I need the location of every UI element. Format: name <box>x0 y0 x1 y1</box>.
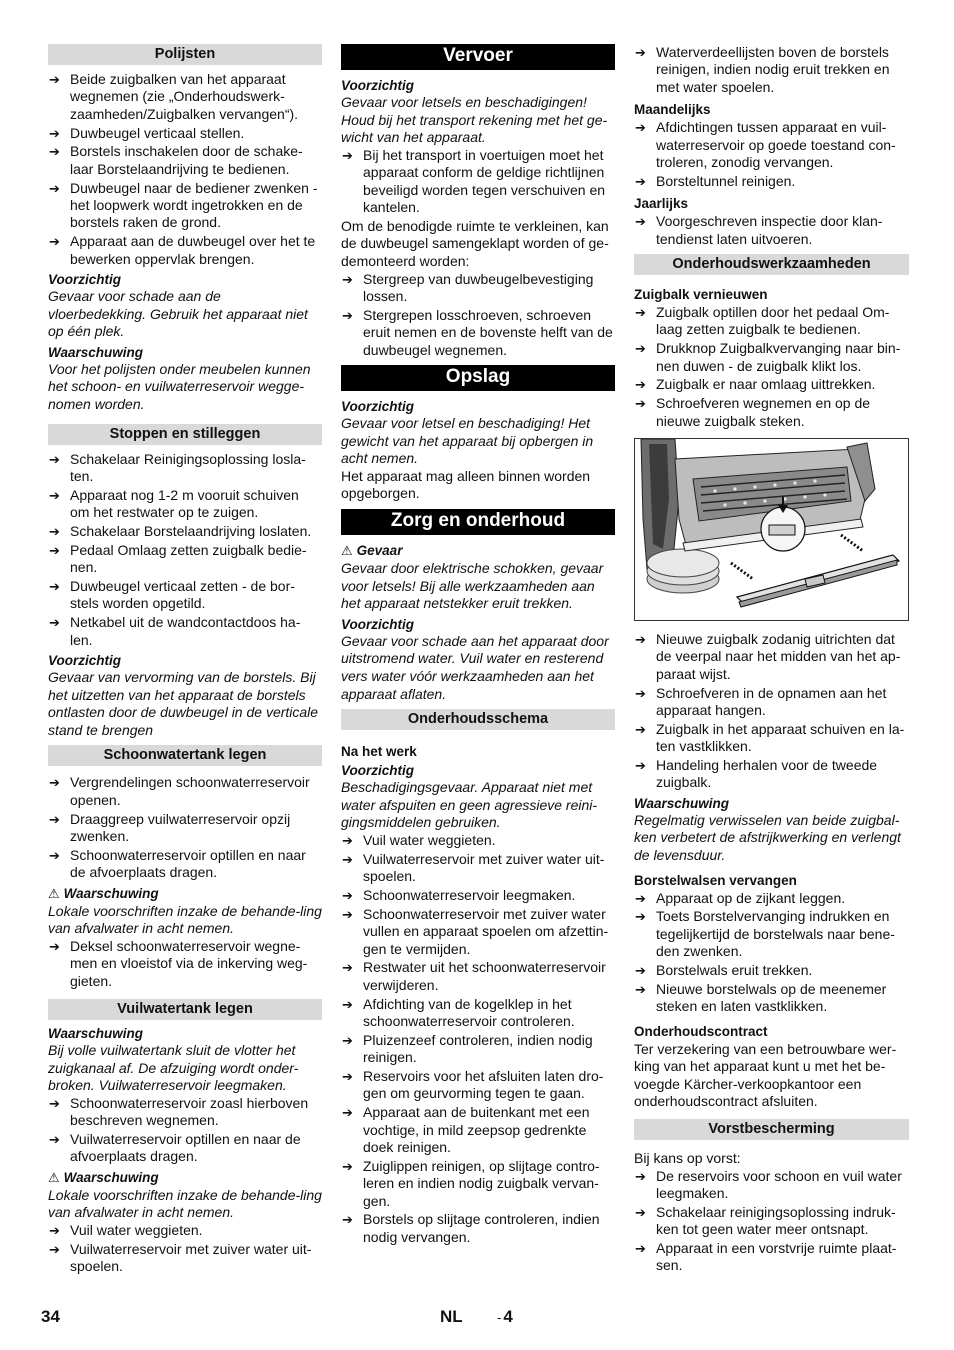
warning-text: Regelmatig verwisselen van beide zuigbal-ken verbetert de afstrijkwerking en verlengt de levensduur. <box>634 811 901 864</box>
subheading-onderhoudscontract: Onderhoudscontract <box>634 1023 768 1039</box>
list-item <box>48 811 322 846</box>
squeegee-replacement-illustration <box>634 438 909 621</box>
list-item <box>48 938 322 990</box>
arrow-bullet-icon: ➔ <box>342 147 353 163</box>
list-item-text: Voorgeschreven inspectie door klan-tendienst laten uitvoeren. <box>656 213 883 247</box>
arrow-bullet-icon: ➔ <box>635 396 646 412</box>
caution-label: Voorzichtig <box>341 616 414 632</box>
caution-label: Voorzichtig <box>341 399 414 414</box>
list-item-text: Schoonwaterreservoir optillen en naar de afvoerplaats dragen. <box>70 846 306 881</box>
paragraph-vorst: Bij kans op vorst: <box>634 1150 741 1167</box>
arrow-bullet-icon: ➔ <box>49 615 60 631</box>
arrow-bullet-icon: ➔ <box>342 906 353 922</box>
list-item <box>48 1095 322 1130</box>
arrow-bullet-icon: ➔ <box>342 1158 353 1174</box>
list-item-text: Apparaat nog 1-2 m vooruit schuiven om het restwater op te zuigen. <box>70 486 299 521</box>
language-code: NL <box>440 1307 463 1326</box>
danger-label: ⚠ Gevaar <box>341 542 403 558</box>
arrow-bullet-icon: ➔ <box>342 1032 353 1048</box>
warning-label: Waarschuwing <box>48 344 144 360</box>
list-stoppen <box>48 451 322 649</box>
list-item-text: Vuilwaterreservoir optillen en naar de afvoerplaats dragen. <box>70 1131 301 1165</box>
column-right <box>634 44 909 1276</box>
page-number: 34 <box>41 1307 60 1326</box>
column-middle <box>341 44 615 1248</box>
list-zuigbalk <box>634 304 909 430</box>
arrow-bullet-icon: ➔ <box>342 996 353 1012</box>
list-item <box>48 451 322 486</box>
list-vuilwatertank <box>48 1095 322 1166</box>
list-item-text: De reservoirs voor schoon en vuil water leegmaken. <box>656 1167 902 1202</box>
list-item <box>341 1158 615 1210</box>
list-item-text: Zuiglippen reinigen, op slijtage contro-leren en indien nodig zuigbalk vervan-gen. <box>363 1157 600 1209</box>
caution-label: Voorzichtig <box>48 272 121 288</box>
list-borstelwalsen <box>634 890 909 1016</box>
arrow-bullet-icon: ➔ <box>635 1241 646 1257</box>
list-item-text: Drukknop Zuigbalkvervanging naar bin-nen duwen - de zuigbalk klikt los. <box>656 340 901 374</box>
warning-text: Lokale voorschriften inzake de behande-ling van afvalwater in acht nemen. <box>48 902 322 937</box>
list-item-text: Vuilwaterreservoir met zuiver water uit-spoelen. <box>363 850 605 885</box>
list-item-text: Apparaat aan de duwbeugel over het te bewerken oppervlak brengen. <box>70 233 316 267</box>
list-item-text: Schoonwaterreservoir zoasl hierboven beschreven wegnemen. <box>70 1094 309 1129</box>
arrow-bullet-icon: ➔ <box>49 1095 60 1111</box>
list-jaarlijks <box>634 213 909 248</box>
list-item <box>48 523 322 540</box>
list-item <box>634 908 909 960</box>
arrow-bullet-icon: ➔ <box>635 377 646 393</box>
caution-label: Voorzichtig <box>48 653 121 669</box>
list-item <box>48 487 322 522</box>
list-item-text: Zuigbalk optillen door het pedaal Om-laag zetten zuigbalk te bedienen. <box>656 304 890 338</box>
list-item-text: Borsteltunnel reinigen. <box>656 172 796 189</box>
list-item <box>634 213 909 248</box>
arrow-bullet-icon: ➔ <box>49 811 60 827</box>
warning-label: ⚠ Waarschuwing <box>48 885 159 901</box>
warning-triangle-icon: ⚠ <box>48 885 60 901</box>
arrow-bullet-icon: ➔ <box>342 851 353 867</box>
arrow-bullet-icon: ➔ <box>49 1223 60 1238</box>
list-dagelijks-vervolg <box>634 44 909 96</box>
arrow-bullet-icon: ➔ <box>635 120 646 136</box>
list-schoonwatertank <box>48 774 322 881</box>
arrow-bullet-icon: ➔ <box>635 981 646 997</box>
arrow-bullet-icon: ➔ <box>49 72 60 87</box>
paragraph-onderhoudscontract: Ter verzekering van een betrouwbare wer-king van het apparaat kunt u met het be-voegde Kärcher-verkoopkantoor een onderhoudscontract afsluiten. <box>634 1040 897 1110</box>
caution-text: Gevaar voor schade aan het apparaat door uitstromend water. Vuil water en resterend vers water vóór werkzaamheden aan het apparaat aflaten. <box>341 632 609 702</box>
arrow-bullet-icon: ➔ <box>635 721 646 737</box>
list-item <box>341 887 615 904</box>
list-item <box>48 180 322 232</box>
list-item <box>634 757 909 792</box>
list-item-text: Schakelaar reinigingsoplossing indruk-ken tot geen water meer ontsnapt. <box>656 1203 896 1238</box>
arrow-bullet-icon: ➔ <box>49 524 60 539</box>
warning-label: ⚠ Waarschuwing <box>48 1169 159 1185</box>
list-item <box>341 271 615 306</box>
list-item-text: Handeling herhalen voor de tweede zuigbalk. <box>656 757 878 791</box>
list-item-text: Zuigbalk er naar omlaag uittrekken. <box>656 376 876 393</box>
subheading-zuigbalk: Zuigbalk vernieuwen <box>634 287 768 303</box>
list-item <box>634 44 909 96</box>
list-item-text: Deksel schoonwaterreservoir wegne-men en vloeistof via de inkerving weg-gieten. <box>70 937 308 989</box>
list-item-text: Schroefveren wegnemen en op de nieuwe zuigbalk steken. <box>656 395 871 429</box>
caution-label: Voorzichtig <box>341 763 414 779</box>
chapter-title-opslag: Opslag <box>341 365 615 391</box>
list-schoonwatertank-2 <box>48 938 322 990</box>
arrow-bullet-icon: ➔ <box>49 144 60 160</box>
list-maandelijks <box>634 119 909 190</box>
list-item <box>341 851 615 886</box>
list-onderhoudsschema <box>341 832 615 1246</box>
list-item <box>634 119 909 171</box>
list-item-text: Zuigbalk in het apparaat schuiven en la-ten vastklikken. <box>656 720 905 755</box>
caution-text: Gevaar voor letsels en beschadigingen! Houd bij het transport rekening met het ge-wicht van het apparaat. <box>341 94 608 146</box>
arrow-bullet-icon: ➔ <box>342 307 353 323</box>
list-item <box>48 614 322 649</box>
list-item-text: Apparaat in een vorstvrije ruimte plaat-sen. <box>656 1240 897 1274</box>
arrow-bullet-icon: ➔ <box>635 909 646 925</box>
column-left <box>48 44 322 1277</box>
arrow-bullet-icon: ➔ <box>342 1212 353 1228</box>
arrow-bullet-icon: ➔ <box>635 758 646 774</box>
arrow-bullet-icon: ➔ <box>342 1068 353 1084</box>
caution-label: Voorzichtig <box>341 78 414 93</box>
list-item <box>634 1240 909 1275</box>
danger-text: Gevaar door elektrische schokken, gevaar voor letsels! Bij alle werkzaamheden aan het apparaat netstekker eruit trekken. <box>341 559 604 612</box>
arrow-bullet-icon: ➔ <box>635 963 646 979</box>
list-item <box>634 721 909 756</box>
list-item-text: Stergreep van duwbeugelbevestiging lossen. <box>363 270 594 304</box>
list-item-text: Schakelaar Reinigingsoplossing losla-ten. <box>70 450 306 484</box>
arrow-bullet-icon: ➔ <box>635 305 646 321</box>
list-item-text: Schakelaar Borstelaandrijving loslaten. <box>70 523 312 539</box>
list-item-text: Schoonwaterreservoir leegmaken. <box>363 886 576 903</box>
list-item <box>634 340 909 375</box>
list-item-text: Duwbeugel naar de bediener zwenken - het loopwerk wordt ingetrokken en de borstels raken de grond. <box>70 179 318 231</box>
list-item-text: Apparaat op de zijkant leggen. <box>656 889 846 906</box>
list-vervoer-2 <box>341 271 615 359</box>
caution-text: Gevaar van vervorming van de borstels. Bij het uitzetten van het apparaat de borstels ontlasten door de duwbeugel in de verticale stand te brengen <box>48 669 319 738</box>
list-item <box>48 1131 322 1166</box>
list-item-text: Vergrendelingen schoonwaterreservoir openen. <box>70 774 310 808</box>
paragraph-opslag: Het apparaat mag alleen binnen worden opgeborgen. <box>341 467 591 502</box>
section-number: - 4 <box>497 1307 513 1326</box>
arrow-bullet-icon: ➔ <box>49 234 60 250</box>
list-item <box>634 173 909 190</box>
list-item-text: Borstels op slijtage controleren, indien nodig vervangen. <box>363 1211 600 1245</box>
list-item <box>634 395 909 430</box>
arrow-bullet-icon: ➔ <box>635 214 646 230</box>
list-item-text: Bij het transport in voertuigen moet het apparaat conform de geldige richtlijnen beveiligd worden tegen verschuiven en kantelen. <box>363 146 606 215</box>
arrow-bullet-icon: ➔ <box>49 775 60 791</box>
list-item <box>341 307 615 359</box>
list-item <box>634 376 909 393</box>
list-item <box>48 71 322 123</box>
list-item <box>634 890 909 907</box>
list-vorstbescherming <box>634 1168 909 1275</box>
chapter-title-vervoer: Vervoer <box>341 44 615 70</box>
list-item-text: Draaggreep vuilwaterreservoir opzij zwenken. <box>70 810 291 844</box>
list-polijsten <box>48 71 322 268</box>
arrow-bullet-icon: ➔ <box>635 45 646 60</box>
section-title-stoppen: Stoppen en stilleggen <box>48 424 322 445</box>
list-item <box>48 847 322 882</box>
list-vervoer <box>341 147 615 217</box>
caution-text: Gevaar voor schade aan de vloerbedekking. Gebruik het apparaat niet op één plek. <box>48 288 308 340</box>
list-item <box>48 1222 322 1239</box>
list-item <box>48 125 322 142</box>
list-item <box>341 959 615 994</box>
list-item-text: Restwater uit het schoonwaterreservoir verwijderen. <box>363 959 606 993</box>
section-title-schoonwatertank: Schoonwatertank legen <box>48 745 322 766</box>
list-item <box>634 962 909 979</box>
list-item-text: Toets Borstelvervanging indrukken en tegelijkertijd de borstelwals naar bene-den zwenken. <box>656 908 895 960</box>
arrow-bullet-icon: ➔ <box>49 451 60 467</box>
list-item-text: Apparaat aan de buitenkant met een vochtige, in mild zeepsop gedrenkte doek reinigen. <box>363 1104 590 1155</box>
arrow-bullet-icon: ➔ <box>49 938 60 954</box>
list-zuigbalk-2 <box>634 631 909 792</box>
arrow-bullet-icon: ➔ <box>635 1168 646 1184</box>
arrow-bullet-icon: ➔ <box>635 890 646 906</box>
list-item-text: Schroefveren in de opnamen aan het apparaat hangen. <box>656 684 887 719</box>
list-item <box>48 143 322 178</box>
caution-text: Beschadigingsgevaar. Apparaat niet met water afspuiten en geen agressieve reini-gingsmiddelen gebruiken. <box>341 779 598 831</box>
warning-text: Lokale voorschriften inzake de behande-ling van afvalwater in acht nemen. <box>48 1186 322 1221</box>
arrow-bullet-icon: ➔ <box>49 125 60 141</box>
list-item <box>48 1241 322 1276</box>
list-item-text: Nieuwe zuigbalk zodanig uitrichten dat de veerpal naar het midden van het ap-paraat wijst. <box>656 631 901 682</box>
arrow-bullet-icon: ➔ <box>635 341 646 357</box>
list-item <box>341 1068 615 1103</box>
warning-label: Waarschuwing <box>48 1026 144 1042</box>
arrow-bullet-icon: ➔ <box>635 632 646 648</box>
list-item <box>634 631 909 683</box>
list-item-text: Duwbeugel verticaal zetten - de bor-stels worden opgetild. <box>70 578 295 612</box>
list-item-text: Vuilwaterreservoir met zuiver water uit-spoelen. <box>70 1240 312 1275</box>
list-item <box>634 685 909 720</box>
list-item <box>341 996 615 1031</box>
list-item <box>341 832 615 849</box>
arrow-bullet-icon: ➔ <box>635 685 646 701</box>
arrow-bullet-icon: ➔ <box>49 579 60 594</box>
arrow-bullet-icon: ➔ <box>49 542 60 558</box>
list-item-text: Borstels inschakelen door de schake-laar Borstelaandrijving te bedienen. <box>70 143 303 177</box>
caution-text: Gevaar voor letsel en beschadiging! Het gewicht van het apparaat bij opbergen in acht nemen. <box>341 415 594 467</box>
warning-label: Waarschuwing <box>634 795 730 811</box>
list-item <box>341 1211 615 1246</box>
list-item <box>341 147 615 217</box>
warning-triangle-icon: ⚠ <box>341 542 353 558</box>
arrow-bullet-icon: ➔ <box>342 271 353 287</box>
arrow-bullet-icon: ➔ <box>635 1204 646 1220</box>
subheading-maandelijks: Maandelijks <box>634 102 711 118</box>
warning-triangle-icon: ⚠ <box>48 1169 60 1185</box>
warning-text: Voor het polijsten onder meubelen kunnen het schoon- en vuilwaterreservoir wegge-nomen worden. <box>48 360 311 412</box>
list-item-text: Pluizenzeef controleren, indien nodig reinigen. <box>363 1031 593 1066</box>
list-item-text: Schoonwaterreservoir met zuiver water vullen en apparaat spoelen om afzettin-gen te vermijden. <box>363 905 609 957</box>
list-item-text: Afdichtingen tussen apparaat en vuil-waterreservoir op goede toestand con-troleren, zonodig vervangen. <box>656 119 896 171</box>
arrow-bullet-icon: ➔ <box>342 832 353 848</box>
list-item <box>634 1204 909 1239</box>
list-item-text: Nieuwe borstelwals op de meenemer steken en laten vastklikken. <box>656 980 887 1015</box>
list-item <box>634 304 909 339</box>
list-item <box>341 906 615 958</box>
section-title-polijsten: Polijsten <box>48 44 322 65</box>
list-item-text: Reservoirs voor het afsluiten laten dro-gen om geurvorming tegen te gaan. <box>363 1067 604 1102</box>
arrow-bullet-icon: ➔ <box>635 173 646 189</box>
subheading-jaarlijks: Jaarlijks <box>634 196 689 212</box>
list-item-text: Netkabel uit de wandcontactdoos ha-len. <box>70 614 301 648</box>
subheading-borstelwalsen: Borstelwalsen vervangen <box>634 872 797 888</box>
arrow-bullet-icon: ➔ <box>342 960 353 976</box>
arrow-bullet-icon: ➔ <box>342 887 353 903</box>
arrow-bullet-icon: ➔ <box>49 1241 60 1257</box>
subheading-na-het-werk: Na het werk <box>341 744 417 760</box>
list-item <box>48 542 322 577</box>
arrow-bullet-icon: ➔ <box>49 180 60 196</box>
list-item-text: Vuil water weggieten. <box>70 1222 203 1238</box>
chapter-title-zorg: Zorg en onderhoud <box>341 509 615 535</box>
warning-text: Bij volle vuilwatertank sluit de vlotter het zuigkanaal af. De afzuiging wordt onder-broken. Vuilwaterreservoir leegmaken. <box>48 1042 299 1094</box>
section-title-vuilwatertank: Vuilwatertank legen <box>48 999 322 1020</box>
arrow-bullet-icon: ➔ <box>49 847 60 863</box>
list-item-text: Vuil water weggieten. <box>363 831 496 848</box>
squeegee-diagram <box>635 439 908 620</box>
list-item <box>48 233 322 268</box>
arrow-bullet-icon: ➔ <box>49 1132 60 1147</box>
list-vuilwatertank-2 <box>48 1222 322 1276</box>
section-title-vorstbescherming: Vorstbescherming <box>634 1119 909 1140</box>
list-item <box>341 1032 615 1067</box>
list-item-text: Beide zuigbalken van het apparaat wegnemen (zie „Onderhoudswerk-zaamheden/Zuigbalken vervangen“). <box>70 71 299 122</box>
section-title-onderhoudswerkzaamheden: Onderhoudswerkzaamheden <box>634 254 909 275</box>
list-item-text: Stergrepen losschroeven, schroeven eruit nemen en de bovenste helft van de duwbeugel wegnemen. <box>363 306 613 358</box>
list-item <box>48 774 322 809</box>
list-item-text: Borstelwals eruit trekken. <box>656 962 813 979</box>
section-title-onderhoudsschema: Onderhoudsschema <box>341 709 615 730</box>
list-item-text: Waterverdeellijsten boven de borstels reinigen, indien nodig eruit trekken en met water spoelen. <box>656 44 890 95</box>
list-item <box>634 1168 909 1203</box>
list-item-text: Duwbeugel verticaal stellen. <box>70 124 245 141</box>
list-item-text: Afdichting van de kogelklep in het schoonwaterreservoir controleren. <box>363 995 575 1029</box>
list-item <box>634 981 909 1016</box>
paragraph-vervoer: Om de benodigde ruimte te verkleinen, kan de duwbeugel samengeklapt worden of ge-demonteerd worden: <box>341 217 609 269</box>
arrow-bullet-icon: ➔ <box>342 1105 353 1121</box>
arrow-bullet-icon: ➔ <box>49 487 60 503</box>
list-item-text: Pedaal Omlaag zetten zuigbalk bedie-nen. <box>70 541 307 576</box>
list-item <box>341 1104 615 1156</box>
list-item <box>48 578 322 613</box>
